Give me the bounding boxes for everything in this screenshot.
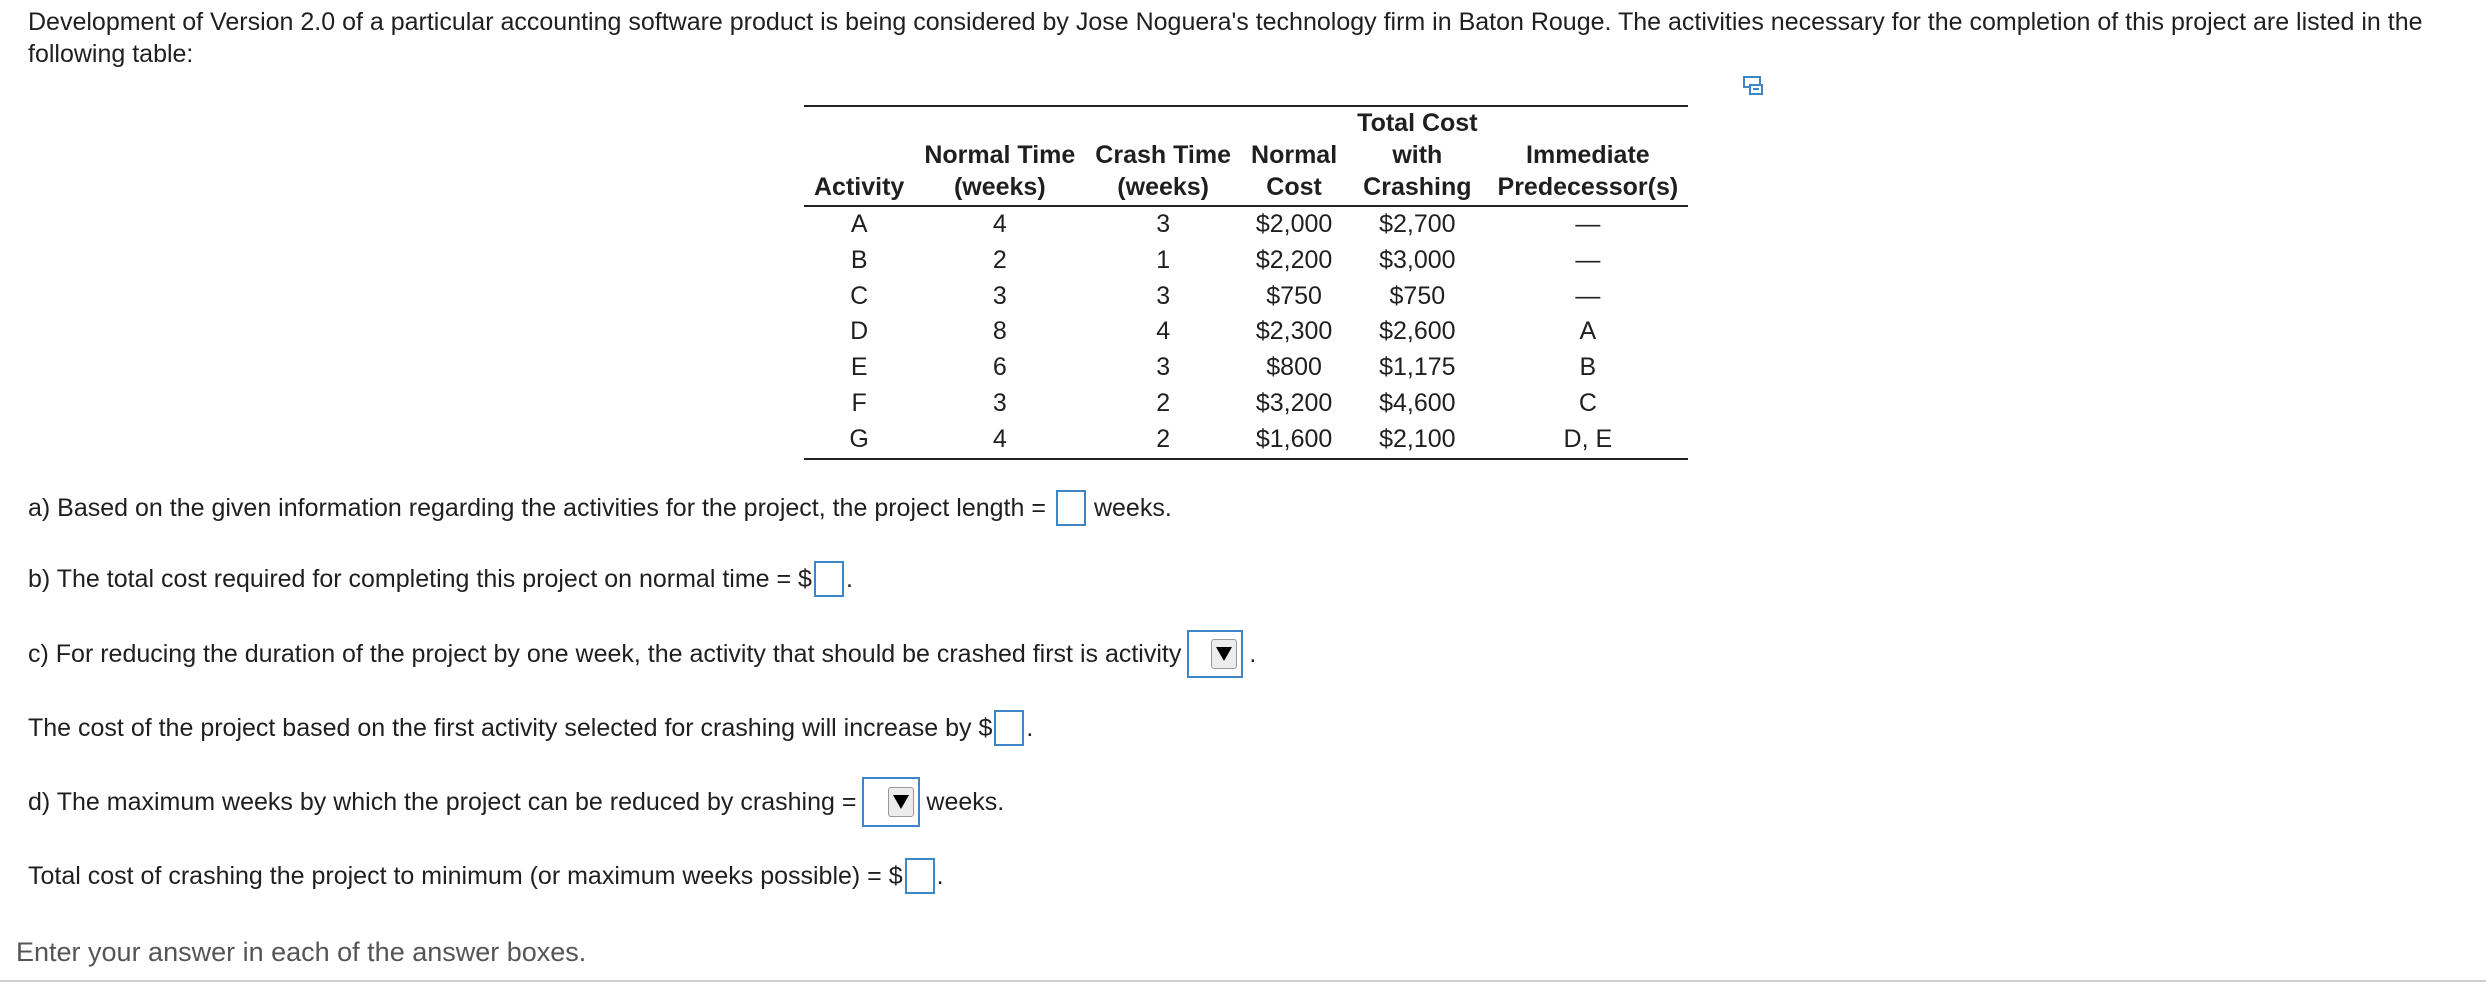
cell-crash-time: 1	[1156, 245, 1171, 274]
cell-normal-cost: $2,200	[1255, 245, 1333, 274]
cell-normal-time: 6	[992, 353, 1007, 382]
cell-activity: D	[850, 317, 869, 346]
question-c2-text: The cost of the project based on the first activity selected for crashing will increase by $	[28, 713, 993, 742]
table-row	[804, 386, 1688, 422]
cell-normal-cost: $2,000	[1255, 210, 1333, 238]
cell-normal-time: 2	[992, 245, 1007, 274]
cell-total-cost: $2,100	[1379, 424, 1456, 453]
cell-normal-cost: $800	[1266, 353, 1322, 382]
question-c2-suffix: .	[1026, 713, 1034, 742]
cell-predecessors: D, E	[1563, 424, 1613, 453]
table-row	[804, 350, 1688, 386]
divider	[0, 980, 2486, 982]
crash-cost-increase-input[interactable]	[994, 710, 1024, 746]
question-a	[28, 490, 1172, 526]
question-d2-text: Total cost of crashing the project to minimum (or maximum weeks possible) = $	[28, 861, 903, 890]
activities-table	[804, 105, 1688, 460]
question-c2	[28, 710, 1033, 746]
cell-crash-time: 4	[1156, 317, 1171, 346]
chevron-down-icon	[1211, 639, 1237, 669]
cell-activity: A	[850, 210, 868, 238]
cell-total-cost: $2,700	[1379, 210, 1456, 238]
cell-total-cost: $750	[1389, 281, 1446, 310]
table-row	[804, 314, 1688, 350]
cell-normal-time: 3	[992, 281, 1007, 310]
question-c-text: c) For reducing the duration of the project by one week, the activity that should be crashed first is activity	[28, 639, 1182, 668]
question-d2	[28, 858, 944, 894]
question-a-suffix: weeks.	[1093, 493, 1172, 522]
header-total-cost: Total Cost with Crashing	[1347, 106, 1487, 206]
question-d	[28, 777, 1004, 827]
cell-predecessors: C	[1578, 388, 1597, 417]
cell-predecessors: —	[1575, 245, 1601, 274]
header-activity: Activity	[804, 106, 914, 206]
cell-predecessors: —	[1575, 281, 1601, 310]
header-normal-time: Normal Time (weeks)	[914, 106, 1085, 206]
normal-cost-input[interactable]	[814, 561, 844, 597]
cell-normal-time: 4	[992, 210, 1007, 238]
cell-crash-time: 3	[1156, 281, 1171, 310]
cell-normal-cost: $2,300	[1255, 317, 1333, 346]
table-row	[804, 206, 1688, 243]
activity-dropdown[interactable]	[1187, 630, 1243, 678]
cell-predecessors: B	[1579, 353, 1597, 382]
table-row	[804, 279, 1688, 315]
header-crash-time: Crash Time (weeks)	[1085, 106, 1241, 206]
question-d2-suffix: .	[936, 861, 944, 890]
question-c	[28, 630, 1256, 678]
cell-total-cost: $4,600	[1379, 388, 1456, 417]
question-a-text: a) Based on the given information regarding the activities for the project, the project length =	[28, 493, 1046, 522]
footer-instruction: Enter your answer in each of the answer boxes.	[16, 937, 587, 967]
table-row	[804, 422, 1688, 459]
question-b-suffix: .	[845, 564, 853, 593]
question-b	[28, 561, 853, 597]
question-b-text: b) The total cost required for completing this project on normal time = $	[28, 564, 812, 593]
cell-activity: G	[849, 424, 869, 453]
cell-activity: B	[850, 245, 868, 274]
max-weeks-dropdown[interactable]	[862, 777, 920, 827]
header-predecessors: Immediate Predecessor(s)	[1488, 106, 1689, 206]
cell-normal-cost: $750	[1266, 281, 1322, 310]
cell-crash-time: 2	[1156, 424, 1171, 453]
cell-crash-time: 3	[1156, 210, 1171, 238]
cell-total-cost: $3,000	[1379, 245, 1456, 274]
total-crash-cost-input[interactable]	[905, 858, 935, 894]
cell-crash-time: 2	[1156, 388, 1171, 417]
cell-normal-cost: $1,600	[1255, 424, 1333, 453]
question-d-suffix: weeks.	[926, 787, 1005, 816]
table-header-row	[804, 106, 1688, 206]
cell-predecessors: A	[1579, 317, 1597, 346]
expand-icon[interactable]	[1742, 74, 1766, 98]
cell-activity: C	[850, 281, 869, 310]
cell-predecessors: —	[1575, 210, 1601, 238]
question-c-suffix: .	[1249, 639, 1257, 668]
question-d-text: d) The maximum weeks by which the project can be reduced by crashing =	[28, 787, 857, 816]
cell-normal-time: 3	[992, 388, 1007, 417]
cell-activity: F	[851, 388, 867, 417]
problem-intro: Development of Version 2.0 of a particular accounting software product is being considered by Jose Noguera's technology firm in Baton Rouge. The activities necessary for the completion of this project are listed in the following table:	[28, 8, 2423, 68]
cell-total-cost: $1,175	[1379, 353, 1456, 382]
cell-normal-time: 4	[992, 424, 1007, 453]
cell-total-cost: $2,600	[1379, 317, 1456, 346]
cell-activity: E	[850, 353, 868, 382]
chevron-down-icon	[888, 787, 914, 817]
cell-normal-cost: $3,200	[1255, 388, 1333, 417]
cell-normal-time: 8	[992, 317, 1007, 346]
header-normal-cost: Normal Cost	[1241, 106, 1347, 206]
cell-crash-time: 3	[1156, 353, 1171, 382]
table-row	[804, 243, 1688, 279]
project-length-input[interactable]	[1056, 490, 1086, 526]
